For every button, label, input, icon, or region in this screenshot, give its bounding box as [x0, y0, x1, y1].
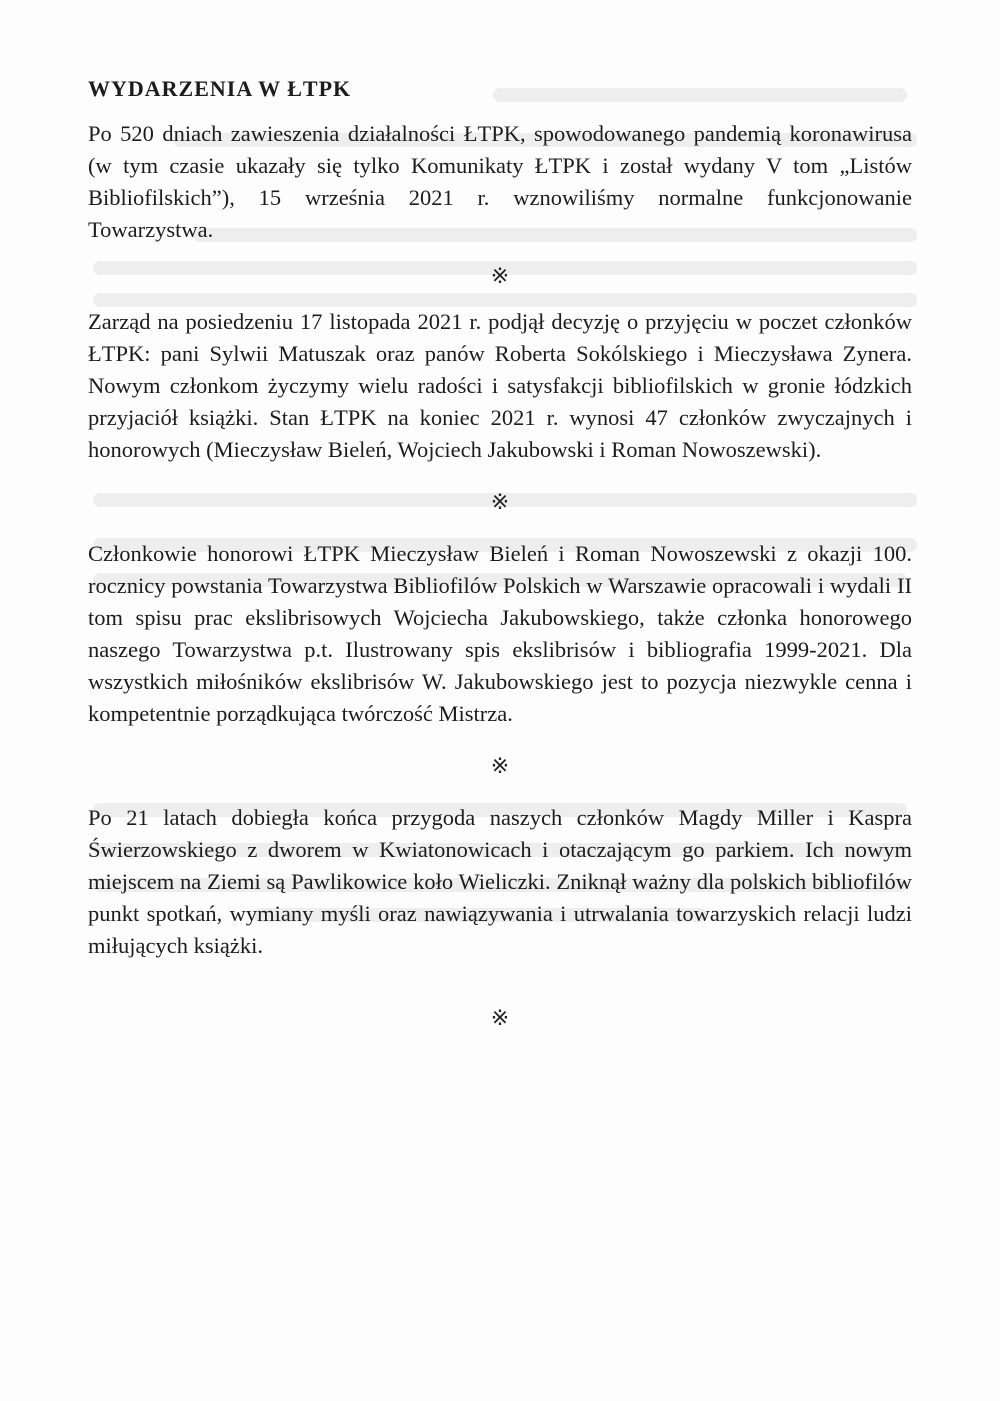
paragraph-resumption: Po 520 dniach zawieszenia działalności ŁTPK, spowodowanego pandemią koronawirusa (w tym czasie ukazały się tylko Komunikaty ŁTPK i został wydany V tom „Listów Bibliofilskich”), 15 września 2021 r. wznowiliśmy normalne funkcjonowanie Towarzystwa. [88, 121, 912, 242]
paragraph-kwiatonowice: Po 21 latach dobiegła końca przygoda naszych członków Magdy Miller i Kaspra Świerzowskiego z dworem w Kwiatonowicach i otaczającym go parkiem. Ich nowym miejscem na Ziemi są Pawlikowice koło Wieliczki. Zniknął ważny dla polskich bibliofilów punkt spotkań, wymiany myśli oraz nawiązywania i utrwalania towarzyskich relacji ludzi miłujących książki. [88, 805, 912, 958]
paragraph-publication: Członkowie honorowi ŁTPK Mieczysław Bieleń i Roman Nowoszewski z okazji 100. rocznicy powstania Towarzystwa Bibliofilów Polskich w Warszawie opracowali i wydali II tom spisu prac ekslibrisowych Wojciecha Jakubowskiego, także członka honorowego naszego Towarzystwa p.t. Ilustrowany spis ekslibrisów i bibliografia 1999-2021. Dla wszystkich miłośników ekslibrisów W. Jakubowskiego jest to pozycja niezwykle cenna i kompetentnie porządkująca twórczość Mistrza. [88, 541, 912, 726]
section-separator: ※ [490, 1005, 510, 1030]
section-separator: ※ [490, 263, 510, 288]
section-separator: ※ [490, 753, 510, 778]
paragraph-new-members: Zarząd na posiedzeniu 17 listopada 2021 r. podjął decyzję o przyjęciu w poczet członków ŁTPK: pani Sylwii Matuszak oraz panów Roberta Sokólskiego i Mieczysława Zynera. Nowym członkom życzymy wielu radości i satysfakcji bibliofilskich w gronie łódzkich przyjaciół książki. Stan ŁTPK na koniec 2021 r. wynosi 47 członków zwyczajnych i honorowych (Mieczysław Bieleń, Wojciech Jakubowski i Roman Nowoszewski). [88, 309, 912, 462]
section-heading: WYDARZENIA W ŁTPK [88, 76, 352, 101]
section-separator: ※ [490, 489, 510, 514]
article [88, 72, 912, 1034]
